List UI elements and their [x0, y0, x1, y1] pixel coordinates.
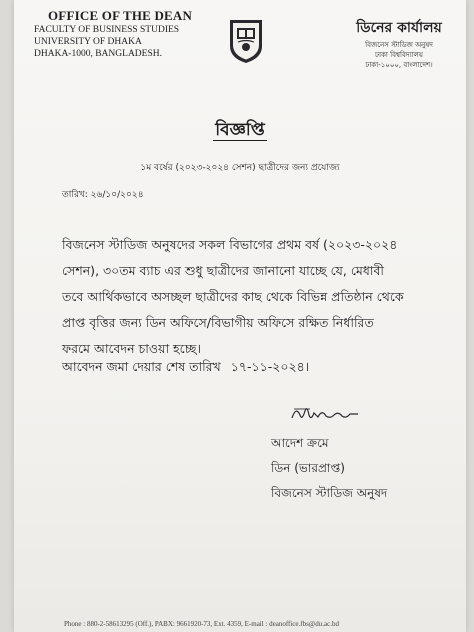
- signature-line-title: ডিন (ভারপ্রাপ্ত): [271, 461, 345, 475]
- faculty-line-bn: বিজনেস স্টাডিজ অনুষদ: [365, 41, 433, 49]
- signature-block: [271, 431, 387, 506]
- notice-date: তারিখ: ২৬/১০/২০২৪: [62, 190, 144, 200]
- office-title-en: OFFICE OF THE DEAN: [48, 8, 193, 23]
- signature-line-faculty: বিজনেস স্টাডিজ অনুষদ: [271, 486, 388, 500]
- header-right: [334, 16, 464, 70]
- faculty-line: FACULTY OF BUSINESS STUDIES: [34, 25, 180, 35]
- deadline-line: [62, 359, 309, 379]
- body-line: ফরমে আবেদন চাওয়া হচ্ছে।: [62, 341, 201, 356]
- address-line-bn: ঢাকা-১০০০, বাংলাদেশ।: [365, 61, 433, 69]
- deadline-label: আবেদন জমা দেয়ার শেষ তারিখ: [62, 359, 221, 374]
- notice-body: [62, 232, 452, 362]
- body-line: প্রাপ্ত বৃত্তির জন্য ডিন অফিসে/বিভাগীয় অফিসে রক্ষিত নির্ধারিত: [62, 315, 374, 330]
- deadline-value: ১৭-১১-২০২৪।: [230, 359, 310, 374]
- office-title-bn: ডিনের কার্যালয়: [356, 20, 442, 36]
- university-seal-icon: [226, 18, 266, 64]
- notice-subheading: ১ম বর্ষের (২০২৩-২০২৪ সেশন) ছাত্রীদের জন্য প্রযোজ্য: [140, 163, 340, 173]
- body-line: সেশন), ৩০তম ব্যাচ এর শুধু ছাত্রীদের জানানো যাচ্ছে যে, মেধাবী: [62, 263, 385, 278]
- address-line: DHAKA-1000, BANGLADESH.: [34, 49, 162, 59]
- header-left: [34, 8, 224, 60]
- body-line: তবে আর্থিকভাবে অসচ্ছল ছাত্রীদের কাছ থেকে বিভিন্ন প্রতিষ্ঠান থেকে: [62, 289, 404, 304]
- signature-icon: [290, 403, 360, 425]
- notice-heading: [14, 117, 466, 145]
- university-line: UNIVERSITY OF DHAKA: [34, 37, 142, 47]
- notice-heading-text: বিজ্ঞপ্তি: [215, 120, 265, 140]
- body-line: বিজনেস স্টাডিজ অনুষদের সকল বিভাগের প্রথম বর্ষ (২০২৩-২০২৪: [62, 237, 398, 252]
- signature-line-order: আদেশ ক্রমে: [271, 436, 329, 450]
- contact-footer: Phone : 880-2-58613295 (Off.), PABX: 9661920-73, Ext. 4359, E-mail : deanoffice.fbs@du.ac.bd: [64, 620, 340, 628]
- document-page: [14, 0, 466, 632]
- university-line-bn: ঢাকা বিশ্ববিদ্যালয়: [374, 51, 423, 59]
